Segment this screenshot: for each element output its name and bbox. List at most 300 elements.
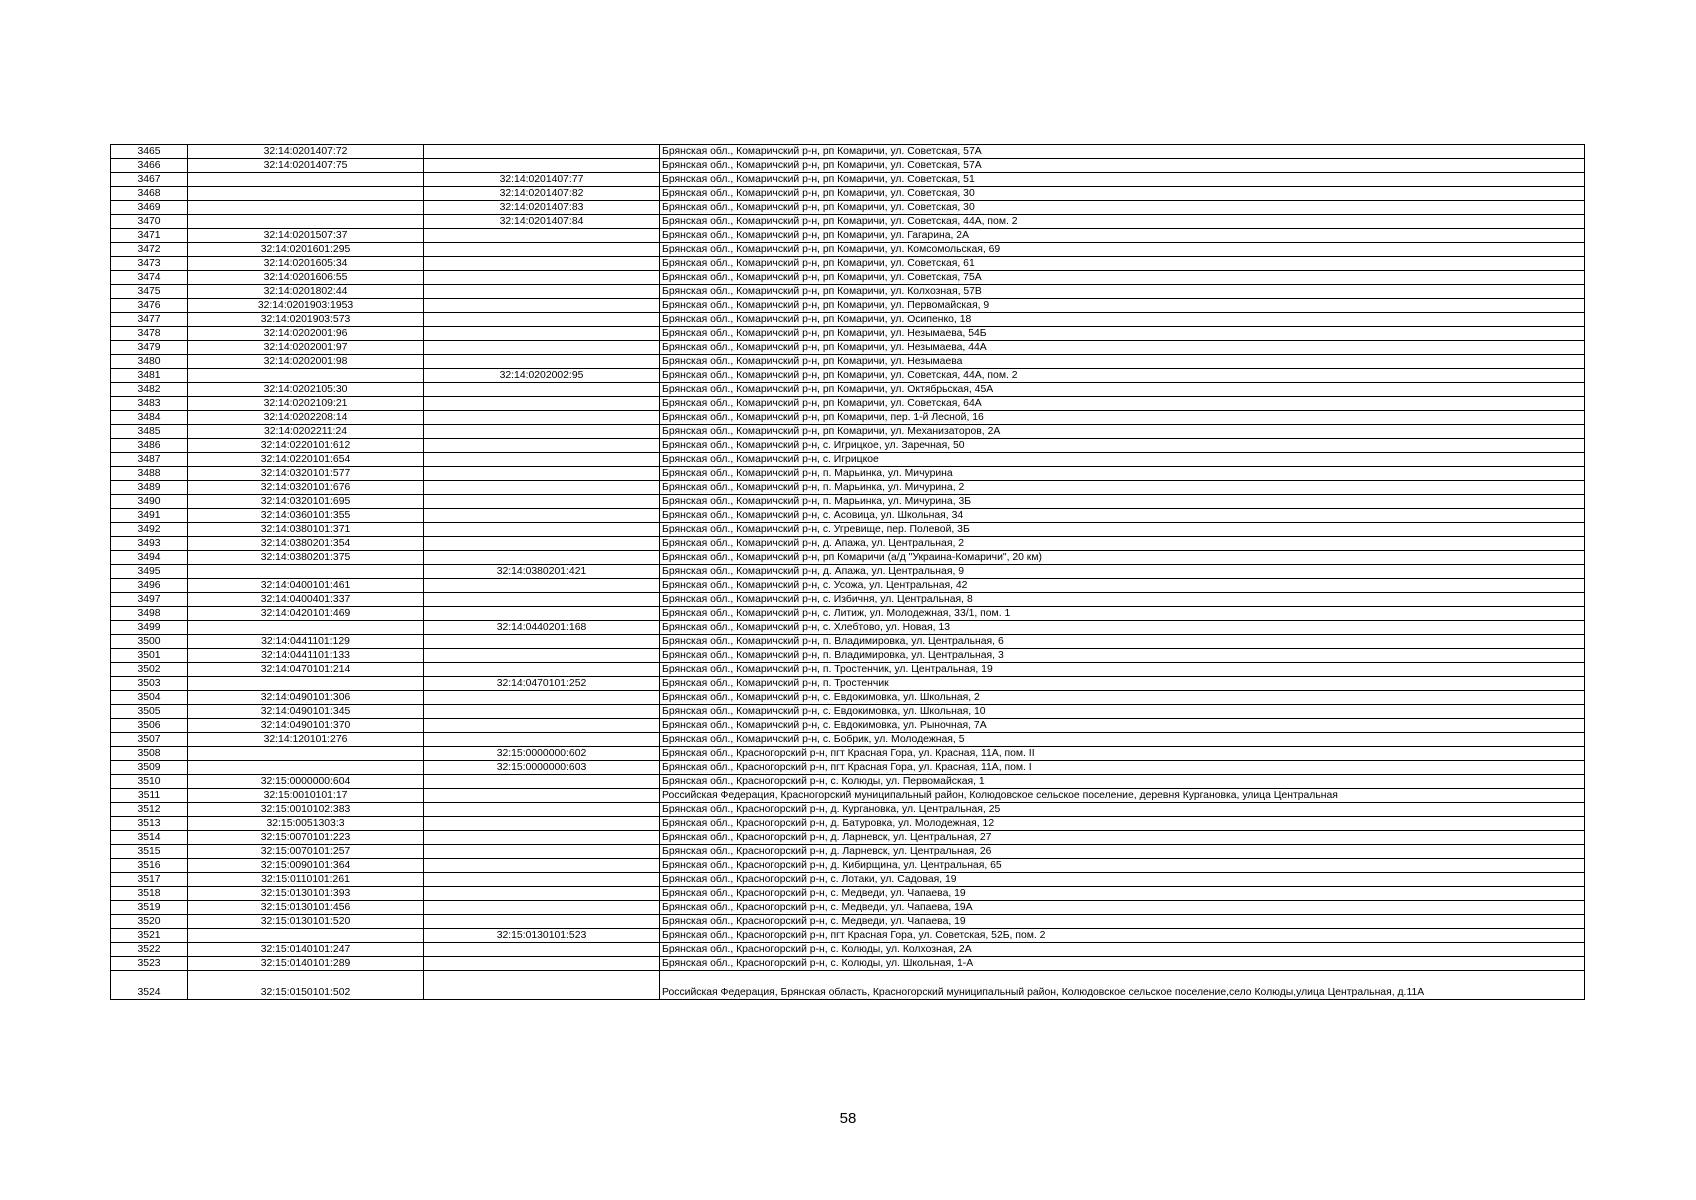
table-row (111, 943, 1585, 957)
row-number-cell: 3478 (111, 327, 188, 341)
table-row (111, 579, 1585, 593)
cadastral-number-alt-cell: 32:14:0201407:83 (424, 201, 660, 215)
address-cell: Брянская обл., Комаричский р-н, рп Комаричи, ул. Советская, 51 (660, 173, 1585, 187)
cadastral-number-alt-cell (424, 257, 660, 271)
cadastral-number-alt-cell (424, 789, 660, 803)
table-row (111, 327, 1585, 341)
table-row (111, 901, 1585, 915)
table-row (111, 355, 1585, 369)
cadastral-number-alt-cell (424, 943, 660, 957)
address-cell: Брянская обл., Комаричский р-н, с. Литиж, ул. Молодежная, 33/1, пом. 1 (660, 607, 1585, 621)
table-row (111, 873, 1585, 887)
cadastral-number-cell: 32:14:0202001:98 (188, 355, 424, 369)
cadastral-number-cell: 32:14:0400401:337 (188, 593, 424, 607)
address-cell: Брянская обл., Комаричский р-н, рп Комаричи, ул. Колхозная, 57В (660, 285, 1585, 299)
row-number-cell: 3470 (111, 215, 188, 229)
cadastral-number-cell: 32:14:0201601:295 (188, 243, 424, 257)
address-cell: Брянская обл., Комаричский р-н, с. Усожа, ул. Центральная, 42 (660, 579, 1585, 593)
address-cell: Брянская обл., Комаричский р-н, рп Комаричи, ул. Советская, 57А (660, 159, 1585, 173)
table-row (111, 159, 1585, 173)
cadastral-number-alt-cell (424, 775, 660, 789)
cadastral-number-cell (188, 201, 424, 215)
cadastral-number-cell: 32:14:0490101:345 (188, 705, 424, 719)
table-row (111, 551, 1585, 565)
cadastral-number-cell (188, 747, 424, 761)
table-row (111, 957, 1585, 971)
cadastral-number-alt-cell (424, 285, 660, 299)
cadastral-number-alt-cell (424, 859, 660, 873)
cadastral-number-alt-cell (424, 957, 660, 971)
table-row (111, 369, 1585, 383)
cadastral-number-cell: 32:14:0201606:55 (188, 271, 424, 285)
row-number-cell: 3491 (111, 509, 188, 523)
table-row (111, 341, 1585, 355)
cadastral-number-cell: 32:15:0051303:3 (188, 817, 424, 831)
table-row (111, 677, 1585, 691)
table-row (111, 859, 1585, 873)
cadastral-number-alt-cell: 32:14:0201407:82 (424, 187, 660, 201)
cadastral-number-cell: 32:15:0010101:17 (188, 789, 424, 803)
row-number-cell: 3479 (111, 341, 188, 355)
cadastral-number-alt-cell: 32:14:0201407:84 (424, 215, 660, 229)
table-row (111, 411, 1585, 425)
cadastral-number-alt-cell (424, 901, 660, 915)
cadastral-number-cell (188, 677, 424, 691)
address-cell: Брянская обл., Красногорский р-н, д. Ларневск, ул. Центральная, 27 (660, 831, 1585, 845)
table-row (111, 257, 1585, 271)
address-cell: Брянская обл., Комаричский р-н, с. Игрицкое, ул. Заречная, 50 (660, 439, 1585, 453)
page-number: 58 (839, 1110, 857, 1127)
cadastral-number-alt-cell (424, 299, 660, 313)
row-number-cell: 3473 (111, 257, 188, 271)
cadastral-number-cell (188, 565, 424, 579)
table-row (111, 383, 1585, 397)
cadastral-number-cell: 32:14:0380201:375 (188, 551, 424, 565)
cadastral-number-cell (188, 173, 424, 187)
cadastral-number-cell: 32:14:0201802:44 (188, 285, 424, 299)
cadastral-number-alt-cell (424, 537, 660, 551)
address-cell: Брянская обл., Комаричский р-н, д. Апажа, ул. Центральная, 9 (660, 565, 1585, 579)
address-cell: Брянская обл., Комаричский р-н, рп Комаричи, ул. Советская, 44А, пом. 2 (660, 215, 1585, 229)
table-row (111, 607, 1585, 621)
table-row (111, 187, 1585, 201)
cadastral-number-cell: 32:14:0441101:129 (188, 635, 424, 649)
cadastral-number-cell: 32:15:0150101:502 (188, 971, 424, 1000)
address-cell: Брянская обл., Комаричский р-н, рп Комаричи, ул. Незымаева (660, 355, 1585, 369)
address-cell: Брянская обл., Комаричский р-н, рп Комаричи, ул. Октябрьская, 45А (660, 383, 1585, 397)
cadastral-number-cell (188, 761, 424, 775)
cadastral-number-alt-cell: 32:15:0000000:602 (424, 747, 660, 761)
address-cell: Брянская обл., Комаричский р-н, рп Комаричи, ул. Советская, 30 (660, 187, 1585, 201)
row-number-cell: 3505 (111, 705, 188, 719)
cadastral-number-cell: 32:15:0140101:289 (188, 957, 424, 971)
table-row (111, 635, 1585, 649)
cadastral-number-alt-cell (424, 243, 660, 257)
address-cell: Брянская обл., Красногорский р-н, с. Колюды, ул. Колхозная, 2А (660, 943, 1585, 957)
cadastral-number-cell: 32:14:0441101:133 (188, 649, 424, 663)
table-row (111, 621, 1585, 635)
address-cell: Брянская обл., Красногорский р-н, с. Колюды, ул. Первомайская, 1 (660, 775, 1585, 789)
row-number-cell: 3514 (111, 831, 188, 845)
cadastral-number-cell: 32:14:0202105:30 (188, 383, 424, 397)
cadastral-number-alt-cell (424, 607, 660, 621)
cadastral-number-alt-cell (424, 873, 660, 887)
cadastral-number-cell: 32:14:0360101:355 (188, 509, 424, 523)
cadastral-number-cell (188, 929, 424, 943)
row-number-cell: 3482 (111, 383, 188, 397)
cadastral-number-alt-cell (424, 635, 660, 649)
row-number-cell: 3506 (111, 719, 188, 733)
address-cell: Брянская обл., Комаричский р-н, рп Комаричи, ул. Незымаева, 54Б (660, 327, 1585, 341)
address-cell: Брянская обл., Красногорский р-н, пгт Красная Гора, ул. Красная, 11А, пом. I (660, 761, 1585, 775)
address-cell: Брянская обл., Комаричский р-н, рп Комаричи, ул. Советская, 44А, пом. 2 (660, 369, 1585, 383)
table-row (111, 453, 1585, 467)
cadastral-number-cell: 32:14:0201903:573 (188, 313, 424, 327)
row-number-cell: 3511 (111, 789, 188, 803)
cadastral-number-alt-cell: 32:15:0000000:603 (424, 761, 660, 775)
cadastral-number-cell: 32:14:0220101:654 (188, 453, 424, 467)
row-number-cell: 3524 (111, 971, 188, 1000)
address-cell: Брянская обл., Комаричский р-н, рп Комаричи, ул. Гагарина, 2А (660, 229, 1585, 243)
address-cell: Брянская обл., Комаричский р-н, рп Комаричи, ул. Советская, 57А (660, 145, 1585, 159)
address-cell: Брянская обл., Комаричский р-н, п. Тростенчик (660, 677, 1585, 691)
cadastral-number-alt-cell (424, 453, 660, 467)
cadastral-number-cell: 32:14:0202208:14 (188, 411, 424, 425)
cadastral-number-alt-cell (424, 663, 660, 677)
row-number-cell: 3509 (111, 761, 188, 775)
cadastral-number-alt-cell (424, 579, 660, 593)
address-cell: Брянская обл., Красногорский р-н, д. Батуровка, ул. Молодежная, 12 (660, 817, 1585, 831)
cadastral-number-cell: 32:14:0490101:306 (188, 691, 424, 705)
cadastral-number-alt-cell (424, 831, 660, 845)
cadastral-number-cell: 32:14:0380101:371 (188, 523, 424, 537)
table-row (111, 719, 1585, 733)
address-cell: Брянская обл., Красногорский р-н, д. Ларневск, ул. Центральная, 26 (660, 845, 1585, 859)
row-number-cell: 3513 (111, 817, 188, 831)
cadastral-number-alt-cell (424, 355, 660, 369)
cadastral-number-cell: 32:14:0201407:72 (188, 145, 424, 159)
address-cell: Брянская обл., Комаричский р-н, с. Хлебтово, ул. Новая, 13 (660, 621, 1585, 635)
row-number-cell: 3523 (111, 957, 188, 971)
address-cell: Брянская обл., Комаричский р-н, с. Евдокимовка, ул. Школьная, 2 (660, 691, 1585, 705)
address-cell: Брянская обл., Комаричский р-н, п. Владимировка, ул. Центральная, 3 (660, 649, 1585, 663)
table-row (111, 971, 1585, 1000)
address-cell: Брянская обл., Комаричский р-н, рп Комаричи, ул. Советская, 75А (660, 271, 1585, 285)
cadastral-number-alt-cell (424, 691, 660, 705)
row-number-cell: 3465 (111, 145, 188, 159)
cadastral-number-alt-cell: 32:14:0202002:95 (424, 369, 660, 383)
address-cell: Брянская обл., Комаричский р-н, с. Евдокимовка, ул. Школьная, 10 (660, 705, 1585, 719)
table-row (111, 313, 1585, 327)
table-row (111, 397, 1585, 411)
row-number-cell: 3516 (111, 859, 188, 873)
cadastral-number-cell: 32:15:0130101:456 (188, 901, 424, 915)
table-row (111, 523, 1585, 537)
table-row (111, 215, 1585, 229)
row-number-cell: 3468 (111, 187, 188, 201)
row-number-cell: 3489 (111, 481, 188, 495)
row-number-cell: 3500 (111, 635, 188, 649)
row-number-cell: 3477 (111, 313, 188, 327)
table-row (111, 565, 1585, 579)
table-row (111, 831, 1585, 845)
row-number-cell: 3486 (111, 439, 188, 453)
table-row (111, 467, 1585, 481)
row-number-cell: 3501 (111, 649, 188, 663)
address-cell: Брянская обл., Красногорский р-н, с. Медведи, ул. Чапаева, 19А (660, 901, 1585, 915)
row-number-cell: 3503 (111, 677, 188, 691)
cadastral-number-alt-cell (424, 467, 660, 481)
row-number-cell: 3521 (111, 929, 188, 943)
cadastral-number-cell: 32:15:0010102:383 (188, 803, 424, 817)
cadastral-number-alt-cell (424, 159, 660, 173)
table-row (111, 733, 1585, 747)
row-number-cell: 3522 (111, 943, 188, 957)
table-row (111, 803, 1585, 817)
table-row (111, 915, 1585, 929)
table-row (111, 229, 1585, 243)
row-number-cell: 3469 (111, 201, 188, 215)
table-row (111, 761, 1585, 775)
table-row (111, 887, 1585, 901)
cadastral-number-cell: 32:15:0070101:223 (188, 831, 424, 845)
row-number-cell: 3483 (111, 397, 188, 411)
address-cell: Российская Федерация, Брянская область, Красногорский муниципальный район, Колюдовское сельское поселение,село Колюды,улица Центральная, д.11А (660, 971, 1585, 1000)
cadastral-number-cell (188, 215, 424, 229)
row-number-cell: 3471 (111, 229, 188, 243)
table-row (111, 509, 1585, 523)
register-table-body (111, 145, 1585, 1000)
cadastral-number-cell: 32:15:0110101:261 (188, 873, 424, 887)
address-cell: Брянская обл., Красногорский р-н, с. Лотаки, ул. Садовая, 19 (660, 873, 1585, 887)
row-number-cell: 3481 (111, 369, 188, 383)
row-number-cell: 3510 (111, 775, 188, 789)
cadastral-number-alt-cell (424, 845, 660, 859)
cadastral-number-cell: 32:15:0130101:393 (188, 887, 424, 901)
row-number-cell: 3494 (111, 551, 188, 565)
cadastral-number-alt-cell (424, 439, 660, 453)
cadastral-number-alt-cell: 32:14:0201407:77 (424, 173, 660, 187)
table-row (111, 789, 1585, 803)
cadastral-number-alt-cell: 32:15:0130101:523 (424, 929, 660, 943)
row-number-cell: 3495 (111, 565, 188, 579)
table-row (111, 845, 1585, 859)
address-cell: Брянская обл., Комаричский р-н, п. Марьинка, ул. Мичурина, 3Б (660, 495, 1585, 509)
cadastral-number-cell: 32:14:0201507:37 (188, 229, 424, 243)
cadastral-number-cell: 32:14:0202211:24 (188, 425, 424, 439)
address-cell: Брянская обл., Комаричский р-н, рп Комаричи, ул. Механизаторов, 2А (660, 425, 1585, 439)
cadastral-number-alt-cell (424, 495, 660, 509)
table-row (111, 271, 1585, 285)
cadastral-number-alt-cell (424, 803, 660, 817)
row-number-cell: 3512 (111, 803, 188, 817)
cadastral-number-cell: 32:15:0130101:520 (188, 915, 424, 929)
address-cell: Брянская обл., Комаричский р-н, п. Владимировка, ул. Центральная, 6 (660, 635, 1585, 649)
address-cell: Российская Федерация, Красногорский муниципальный район, Колюдовское сельское поселение, деревня Кургановка, улица Центральная (660, 789, 1585, 803)
cadastral-number-cell: 32:15:0070101:257 (188, 845, 424, 859)
row-number-cell: 3492 (111, 523, 188, 537)
row-number-cell: 3466 (111, 159, 188, 173)
address-cell: Брянская обл., Комаричский р-н, рп Комаричи, ул. Советская, 61 (660, 257, 1585, 271)
cadastral-number-alt-cell: 32:14:0440201:168 (424, 621, 660, 635)
cadastral-number-cell: 32:14:0470101:214 (188, 663, 424, 677)
address-cell: Брянская обл., Комаричский р-н, рп Комаричи, ул. Советская, 30 (660, 201, 1585, 215)
table-row (111, 663, 1585, 677)
row-number-cell: 3518 (111, 887, 188, 901)
row-number-cell: 3519 (111, 901, 188, 915)
address-cell: Брянская обл., Красногорский р-н, с. Медведи, ул. Чапаева, 19 (660, 915, 1585, 929)
cadastral-number-cell (188, 621, 424, 635)
table-row (111, 705, 1585, 719)
cadastral-number-alt-cell (424, 145, 660, 159)
cadastral-number-alt-cell (424, 705, 660, 719)
row-number-cell: 3472 (111, 243, 188, 257)
table-row (111, 299, 1585, 313)
cadastral-number-alt-cell: 32:14:0470101:252 (424, 677, 660, 691)
cadastral-number-alt-cell (424, 411, 660, 425)
row-number-cell: 3490 (111, 495, 188, 509)
cadastral-number-alt-cell (424, 649, 660, 663)
cadastral-number-cell: 32:15:0000000:604 (188, 775, 424, 789)
row-number-cell: 3504 (111, 691, 188, 705)
cadastral-number-cell (188, 187, 424, 201)
table-row (111, 243, 1585, 257)
table-row (111, 649, 1585, 663)
row-number-cell: 3488 (111, 467, 188, 481)
address-cell: Брянская обл., Комаричский р-н, с. Асовица, ул. Школьная, 34 (660, 509, 1585, 523)
cadastral-number-alt-cell (424, 425, 660, 439)
address-cell: Брянская обл., Комаричский р-н, рп Комаричи, пер. 1-й Лесной, 16 (660, 411, 1585, 425)
address-cell: Брянская обл., Комаричский р-н, п. Марьинка, ул. Мичурина (660, 467, 1585, 481)
address-cell: Брянская обл., Комаричский р-н, с. Угревище, пер. Полевой, 3Б (660, 523, 1585, 537)
cadastral-number-alt-cell (424, 523, 660, 537)
row-number-cell: 3507 (111, 733, 188, 747)
table-row (111, 817, 1585, 831)
cadastral-number-alt-cell (424, 383, 660, 397)
row-number-cell: 3502 (111, 663, 188, 677)
address-cell: Брянская обл., Комаричский р-н, рп Комаричи, ул. Осипенко, 18 (660, 313, 1585, 327)
row-number-cell: 3517 (111, 873, 188, 887)
address-cell: Брянская обл., Комаричский р-н, п. Марьинка, ул. Мичурина, 2 (660, 481, 1585, 495)
row-number-cell: 3515 (111, 845, 188, 859)
cadastral-number-alt-cell (424, 593, 660, 607)
address-cell: Брянская обл., Комаричский р-н, с. Избичня, ул. Центральная, 8 (660, 593, 1585, 607)
address-cell: Брянская обл., Комаричский р-н, рп Комаричи, ул. Незымаева, 44А (660, 341, 1585, 355)
row-number-cell: 3493 (111, 537, 188, 551)
cadastral-number-cell: 32:14:0201407:75 (188, 159, 424, 173)
address-cell: Брянская обл., Комаричский р-н, рп Комаричи, ул. Советская, 64А (660, 397, 1585, 411)
table-row (111, 775, 1585, 789)
cadastral-number-alt-cell (424, 327, 660, 341)
address-cell: Брянская обл., Комаричский р-н, п. Тростенчик, ул. Центральная, 19 (660, 663, 1585, 677)
cadastral-number-cell: 32:14:0320101:676 (188, 481, 424, 495)
row-number-cell: 3474 (111, 271, 188, 285)
address-cell: Брянская обл., Комаричский р-н, с. Бобрик, ул. Молодежная, 5 (660, 733, 1585, 747)
row-number-cell: 3485 (111, 425, 188, 439)
cadastral-number-alt-cell (424, 551, 660, 565)
row-number-cell: 3497 (111, 593, 188, 607)
cadastral-number-alt-cell (424, 733, 660, 747)
cadastral-number-cell: 32:14:0320101:577 (188, 467, 424, 481)
cadastral-number-alt-cell (424, 915, 660, 929)
cadastral-number-alt-cell (424, 817, 660, 831)
cadastral-number-cell: 32:14:0202109:21 (188, 397, 424, 411)
row-number-cell: 3499 (111, 621, 188, 635)
table-row (111, 285, 1585, 299)
table-row (111, 201, 1585, 215)
table-row (111, 173, 1585, 187)
table-row (111, 537, 1585, 551)
address-cell: Брянская обл., Комаричский р-н, рп Комаричи, ул. Первомайская, 9 (660, 299, 1585, 313)
table-row (111, 481, 1585, 495)
address-cell: Брянская обл., Красногорский р-н, д. Кургановка, ул. Центральная, 25 (660, 803, 1585, 817)
table-row (111, 747, 1585, 761)
table-row (111, 593, 1585, 607)
address-cell: Брянская обл., Красногорский р-н, д. Кибирщина, ул. Центральная, 65 (660, 859, 1585, 873)
cadastral-number-cell (188, 369, 424, 383)
row-number-cell: 3476 (111, 299, 188, 313)
address-cell: Брянская обл., Комаричский р-н, рп Комаричи, ул. Комсомольская, 69 (660, 243, 1585, 257)
address-cell: Брянская обл., Комаричский р-н, с. Евдокимовка, ул. Рыночная, 7А (660, 719, 1585, 733)
cadastral-number-alt-cell (424, 341, 660, 355)
cadastral-number-cell: 32:14:0490101:370 (188, 719, 424, 733)
table-row (111, 439, 1585, 453)
row-number-cell: 3484 (111, 411, 188, 425)
cadastral-number-alt-cell: 32:14:0380201:421 (424, 565, 660, 579)
table-row (111, 145, 1585, 159)
cadastral-number-cell: 32:14:0201903:1953 (188, 299, 424, 313)
cadastral-number-alt-cell (424, 481, 660, 495)
table-row (111, 929, 1585, 943)
address-cell: Брянская обл., Красногорский р-н, пгт Красная Гора, ул. Советская, 52Б, пом. 2 (660, 929, 1585, 943)
cadastral-number-cell: 32:14:0420101:469 (188, 607, 424, 621)
row-number-cell: 3480 (111, 355, 188, 369)
address-cell: Брянская обл., Комаричский р-н, с. Игрицкое (660, 453, 1585, 467)
address-cell: Брянская обл., Комаричский р-н, д. Апажа, ул. Центральная, 2 (660, 537, 1585, 551)
cadastral-number-cell: 32:14:0202001:96 (188, 327, 424, 341)
cadastral-number-cell: 32:14:120101:276 (188, 733, 424, 747)
cadastral-number-cell: 32:14:0220101:612 (188, 439, 424, 453)
row-number-cell: 3496 (111, 579, 188, 593)
table-row (111, 691, 1585, 705)
address-cell: Брянская обл., Красногорский р-н, с. Медведи, ул. Чапаева, 19 (660, 887, 1585, 901)
cadastral-number-alt-cell (424, 887, 660, 901)
cadastral-number-cell: 32:14:0320101:695 (188, 495, 424, 509)
row-number-cell: 3487 (111, 453, 188, 467)
cadastral-number-cell: 32:14:0380201:354 (188, 537, 424, 551)
cadastral-number-cell: 32:14:0201605:34 (188, 257, 424, 271)
cadastral-number-cell: 32:14:0202001:97 (188, 341, 424, 355)
property-register-table (110, 144, 1585, 1000)
table-row (111, 495, 1585, 509)
address-cell: Брянская обл., Красногорский р-н, пгт Красная Гора, ул. Красная, 11А, пом. II (660, 747, 1585, 761)
cadastral-number-cell: 32:15:0090101:364 (188, 859, 424, 873)
row-number-cell: 3498 (111, 607, 188, 621)
cadastral-number-alt-cell (424, 271, 660, 285)
cadastral-number-cell: 32:14:0400101:461 (188, 579, 424, 593)
cadastral-number-alt-cell (424, 313, 660, 327)
table-row (111, 425, 1585, 439)
row-number-cell: 3508 (111, 747, 188, 761)
address-cell: Брянская обл., Комаричский р-н, рп Комаричи (а/д "Украина-Комаричи", 20 км) (660, 551, 1585, 565)
cadastral-number-cell: 32:15:0140101:247 (188, 943, 424, 957)
row-number-cell: 3467 (111, 173, 188, 187)
cadastral-number-alt-cell (424, 719, 660, 733)
cadastral-number-alt-cell (424, 509, 660, 523)
cadastral-number-alt-cell (424, 229, 660, 243)
cadastral-number-alt-cell (424, 397, 660, 411)
address-cell: Брянская обл., Красногорский р-н, с. Колюды, ул. Школьная, 1-А (660, 957, 1585, 971)
